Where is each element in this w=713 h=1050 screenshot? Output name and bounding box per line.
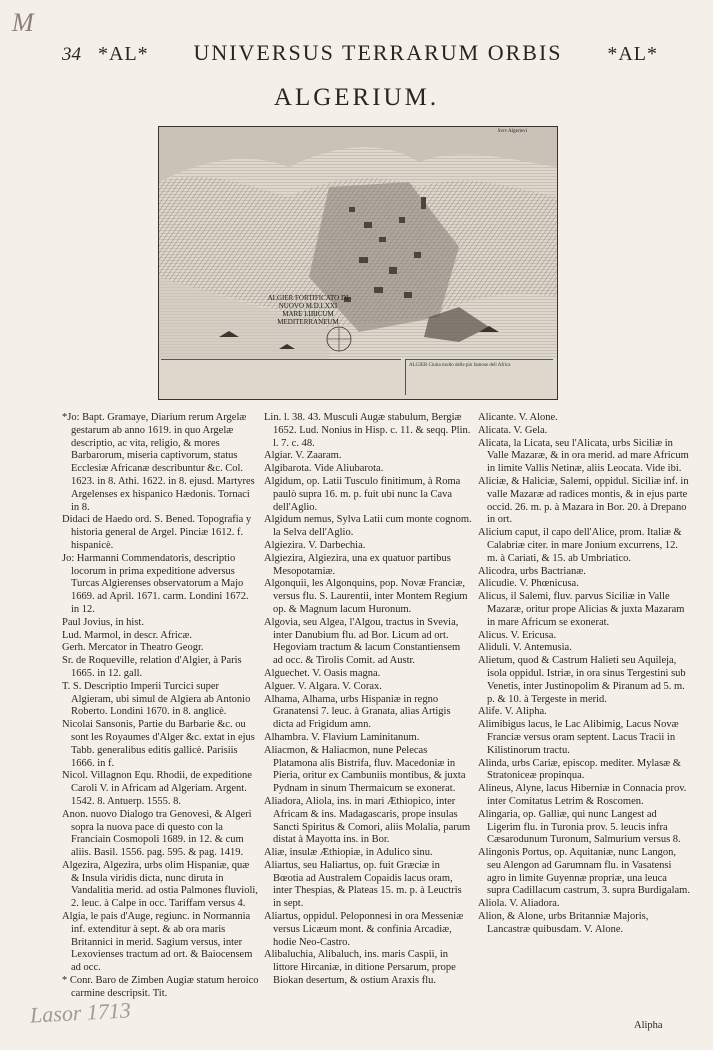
page-title: ALGERIUM. [273, 84, 440, 111]
dictionary-entry: Algia, le pais d'Auge, regiunc. in Normannia inf. extenditur à sept. & ab ora maris Britannici in merid. Sagium versus, inter Lexovienses tractum ad ort. & Baiocensem ad occ. [62, 911, 253, 974]
dictionary-entry: Algonquii, les Algonquins, pop. Novæ Franciæ, versus flu. S. Laurentii, inter Montem Regium op. & Magnum lacum Huronum. [264, 578, 468, 615]
dictionary-entry: Algiar. V. Zaaram. [264, 450, 342, 462]
city-map-engraving [158, 126, 558, 400]
dictionary-entry: Aliciæ, & Haliciæ, Salemi, oppidul. Siciliæ inf. in valle Mazaræ ad radices montis, & in ejus parte occid. 26. m. p. à Mazara in Bor. 20. à Drepano in ort. [478, 475, 689, 526]
dictionary-entry: Alicus, il Salemi, fluv. parvus Siciliæ in Valle Mazaræ, oritur prope Alicias & juxta Mazaram in mare Africum se exonerat. [478, 591, 685, 628]
dictionary-entry: Algezira, Algezira, urbs olim Hispaniæ, quæ & Insula viridis dicta, nunc diruta in Vandalitia merid. ad ostia Palmones fluvioli, 2. leuc. à Calpe in occ. Tariffam versus 4. [62, 859, 258, 910]
dictionary-entry: Alingonis Portus, op. Aquitaniæ, nunc Langon, seu Alengon ad Garumnam flu. in Vasatensi agro in limite Guyennæ propriæ, una leuca supra Cadillacum castrum, 3. supra Burdigalam. [478, 847, 690, 897]
dictionary-entry: Algidum, op. Latii Tusculo finitimum, à Roma paulò supra 16. m. p. fuit ubi nunc la Cava dell'Aglio. [264, 475, 461, 513]
dictionary-entry: Aliadora, Aliola, ins. in mari Æthiopico, inter Africam & ins. Madagascaris, prope insulas Sancti Spiritus & Comori, aliis Molalia, parum distat à Mayotta ins. in Bor. [264, 795, 471, 846]
dictionary-entry: Alicata, la Licata, seu l'Alicata, urbs Siciliæ in Valle Mazaræ, & in ora merid. ad mare Africum in limite Vallis Netinæ, aliis Leocata. Vide ibi. [478, 437, 689, 475]
dictionary-entry: Alhama, Alhama, urbs Hispaniæ in regno Granatensi 7. leuc. à Granata, alias Artigis dicta ad Frigidum amn. [264, 693, 451, 731]
handwritten-annotation: Lasor 1713 [29, 997, 132, 1028]
text-column-left [62, 412, 259, 1001]
dictionary-entry: Alhambra. V. Flavium Laminitanum. [264, 731, 420, 743]
dictionary-entry: Gerh. Mercator in Theatro Geogr. [62, 642, 204, 654]
dictionary-entry: Didaci de Haedo ord. S. Bened. Topografia y historia general de Argel. Pinciæ 1612. f. hispanicè. [62, 514, 252, 551]
dictionary-entry: Nicolai Sansonis, Partie du Barbarie &c. ou sont les Royaumes d'Alger &c. extat in ejus Tabb. generalibus editis gallicè. Parisiis 1666. in f. [62, 719, 255, 769]
map-cartouche: ALGIER FORTIFICATO DI NUOVO M.D.LXXI MARE LIBICUM MEDITERRANEUM [267, 294, 349, 326]
dictionary-entry: Paul Jovius, in hist. [62, 616, 144, 628]
dictionary-entry: Jo: Harmanni Commendatoris, descriptio locorum in prima expeditione adversus Turcas Algierenses observatorum a Majo 1669. ad April. 1671. carm. Londini 1672. in 12. [62, 552, 249, 615]
dictionary-entry: Aliartus, seu Haliartus, op. fuit Græciæ in Bœotia ad Australem Copaidis lacus oram, inter Thespias, & Plateas 15. m. p. à Leuctris in sept. [264, 859, 462, 910]
text-column-middle [264, 412, 472, 988]
dictionary-entry: Algiezira, Algiezira, una ex quatuor partibus Mesopotamiæ. [264, 552, 451, 577]
dictionary-entry: Alingaria, op. Galliæ, qui nunc Langest ad Ligerim flu. in Turonia prov. 5. leucis infra Cæsarodunum Turonum, Salmurium versus 8. [478, 808, 681, 846]
dictionary-entry: *Jo: Bapt. Gramaye, Diarium rerum Argelæ gestarum ab anno 1619. in quo Argelæ descriptio, ac vita, religio, & mores Barbarorum, miseria captivorum, status Ecclesiæ Africanæ describuntur &c. Col. 1623. in 8. Athi. 1622. in 8. ejusd. Martyres Argelenses ex hispanico Hædonis. Tornaci in 8. [62, 412, 255, 513]
dictionary-entry: Algiezira. V. Darbechia. [264, 539, 366, 551]
dictionary-entry: Aliola. V. Aliadora. [478, 898, 560, 910]
dictionary-entry: Alife. V. Alipha. [478, 706, 547, 718]
dictionary-entry: Alguechet. V. Oasis magna. [264, 667, 381, 679]
page-number: 34 [62, 44, 81, 65]
dictionary-entry: T. S. Descriptio Imperii Turcici super Algieram, ubi simul de Algiera ab Antonio Roberto. Londini 1670. in 8. anglicè. [62, 680, 251, 718]
dictionary-entry: Alimibigus lacus, le Lac Alibimig, Lacus Novæ Franciæ versus oram septent. Lacus Tracii in Kilistinorum tractu. [478, 719, 679, 756]
map-legend [161, 359, 401, 396]
dictionary-entry: Algibarota. Vide Aliubarota. [264, 463, 384, 475]
dictionary-entry: Alicium caput, il capo dell'Alice, prom. Italiæ & Calabriæ citer. in mare Jonium excurrens, 12. m. à Cariati, & 15. ab Umbriatico. [478, 527, 682, 564]
running-header [98, 40, 658, 66]
dictionary-entry: * Conr. Baro de Zimben Augiæ statum heroico carmine descripsit. Tit. [62, 975, 259, 999]
dictionary-entry: Alietum, quod & Castrum Halieti seu Aquileja, isola oppidul. Istriæ, in ora sinus Tergestini sub Venetis, inter Justinopolim & Piranum ad 5. m. p. & 10. à Tergeste in merid. [478, 655, 686, 705]
dictionary-entry: Alicus. V. Ericusa. [478, 629, 557, 641]
dictionary-entry: Lin. l. 38. 43. Musculi Augæ stabulum, Bergiæ 1652. Lud. Nonius in Hisp. c. 11. & seqq. Plin. l. 7. c. 48. [264, 412, 471, 449]
dictionary-entry: Algovia, seu Algea, l'Algou, tractus in Svevia, inter Danubium flu. ad Bor. Licum ad ort. Hegoviam tractum & lacum Constantiensem ad occ. & Tirolis Comit. ad Austr. [264, 616, 461, 667]
dictionary-entry: Aliartus, oppidul. Peloponnesi in ora Messeniæ versus Licæum mont. & confinia Arcadiæ, hodie Neo-Castro. [264, 911, 464, 948]
dictionary-entry: Alicudie. V. Phœnicusa. [478, 578, 579, 590]
dictionary-entry: Alicodra, urbs Bactrianæ. [478, 565, 586, 577]
dictionary-entry: Sr. de Roqueville, relation d'Algier, à Paris 1665. in 12. gall. [62, 655, 242, 679]
dictionary-entry: Aliduli. V. Antemusia. [478, 642, 572, 654]
dictionary-entry: Lud. Marmol, in descr. Africæ. [62, 629, 193, 641]
dictionary-entry: Aliacmon, & Haliacmon, nune Pelecas Platamona alis Bistrifa, fluv. Macedoniæ in Pieria, oritur ex Cambuniis montibus, & juxta Pydnam in sinum Thermaicum se exonerat. [264, 744, 466, 795]
dictionary-entry: Alicante. V. Alone. [478, 412, 558, 423]
dictionary-entry: Alinda, urbs Cariæ, episcop. mediter. Mylasæ & Stratoniceæ propinqua. [478, 757, 681, 782]
map-region-label: Svrv Algerievi [497, 129, 527, 134]
dictionary-entry: Aliæ, insulæ Æthiopiæ, in Adulico sinu. [264, 847, 433, 859]
dictionary-entry: Alicata. V. Gela. [478, 424, 548, 436]
dictionary-entry: Alibaluchia, Alibaluch, ins. maris Caspii, in littore Hircaniæ, in ditione Persarum, prope Biokan desertum, & ostium Araxis flu. [264, 949, 456, 987]
text-column-right [478, 412, 690, 937]
dictionary-entry: Alion, & Alone, urbs Britanniæ Majoris, Lancastræ quibusdam. V. Alone. [478, 911, 649, 935]
catchword: Alipha [634, 1020, 663, 1031]
header-left: *AL* [98, 43, 149, 65]
dictionary-entry: Alguer. V. Algara. V. Corax. [264, 680, 382, 692]
header-right: *AL* [607, 43, 658, 65]
dictionary-entry: Alineus, Alyne, lacus Hiberniæ in Connacia prov. inter Comitatus Letrim & Roscomen. [478, 783, 687, 807]
header-center: UNIVERSUS TERRARUM ORBIS [193, 40, 563, 65]
dictionary-entry: Anon. nuovo Dialogo tra Genovesi, & Algeri sopra la nuova pace di questo con la Franciain Cosmopoli 1689. in 12. & cum aliis. Basil. 1556. pag. 595. & pag. 1419. [62, 808, 252, 859]
margin-note: M [12, 8, 34, 37]
dictionary-entry: Nicol. Villagnon Equ. Rhodii, de expeditione Caroli V. in Africam ad Algeriam. Argent. 1542. 8. Antuerp. 1555. 8. [62, 770, 252, 807]
dictionary-entry: Algidum nemus, Sylva Latii cum monte cognom. la Selva dell'Aglio. [264, 514, 472, 539]
map-legend-note: ALGIER Ciuita molto delle pin famose deli Africa [405, 359, 553, 395]
